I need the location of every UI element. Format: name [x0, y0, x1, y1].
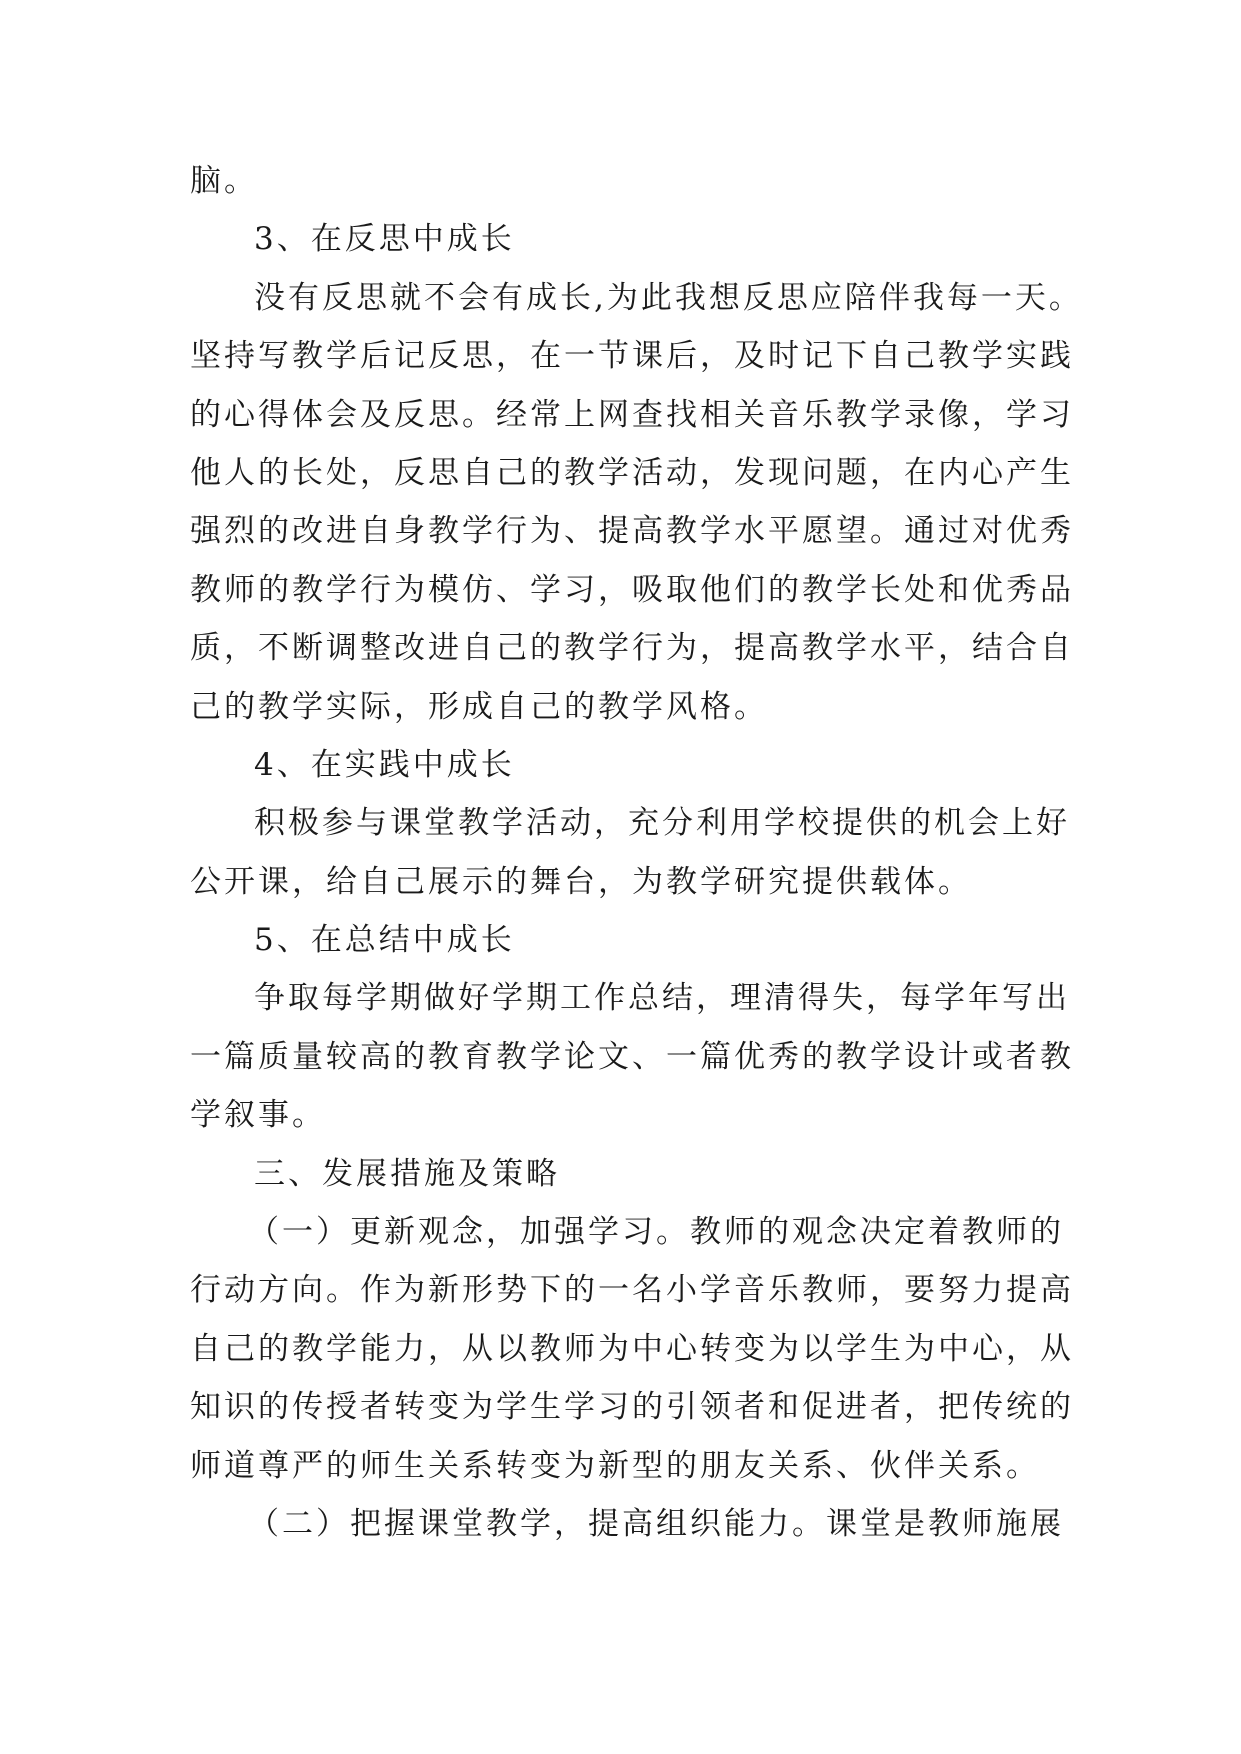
text-line: 公开课，给自己展示的舞台，为教学研究提供载体。: [190, 863, 972, 900]
section-heading: 三、发展措施及策略: [254, 1155, 560, 1192]
text-line: 争取每学期做好学期工作总结，理清得失，每学年写出: [254, 980, 1070, 1017]
text-line: 教师的教学行为模仿、学习，吸取他们的教学长处和优秀品: [190, 571, 1074, 608]
section-heading: 4、在实践中成长: [254, 746, 515, 783]
section-heading: 5、在总结中成长: [254, 922, 515, 959]
body-text: [190, 152, 1083, 1553]
section-heading: 3、在反思中成长: [254, 221, 515, 258]
text-line: （一）更新观念，加强学习。教师的观念决定着教师的: [248, 1214, 1064, 1251]
text-line: 质，不断调整改进自己的教学行为，提高教学水平，结合自: [190, 630, 1074, 667]
text-line: 自己的教学能力，从以教师为中心转变为以学生为中心，从: [190, 1330, 1074, 1367]
text-line: （二）把握课堂教学，提高组织能力。课堂是教师施展: [248, 1505, 1064, 1542]
text-line: 的心得体会及反思。经常上网查找相关音乐教学录像，学习: [190, 396, 1074, 433]
text-line: 脑。: [190, 163, 258, 199]
text-line: 一篇质量较高的教育教学论文、一篇优秀的教学设计或者教: [190, 1038, 1074, 1075]
text-line: 没有反思就不会有成长,为此我想反思应陪伴我每一天。: [254, 279, 1083, 316]
text-line: 坚持写教学后记反思，在一节课后，及时记下自己教学实践: [190, 338, 1074, 375]
text-line: 强烈的改进自身教学行为、提高教学水平愿望。通过对优秀: [190, 513, 1074, 550]
text-line: 他人的长处，反思自己的教学活动，发现问题，在内心产生: [190, 454, 1074, 491]
text-line: 学叙事。: [190, 1097, 326, 1134]
text-line: 师道尊严的师生关系转变为新型的朋友关系、伙伴关系。: [190, 1447, 1040, 1484]
text-line: 积极参与课堂教学活动，充分利用学校提供的机会上好: [254, 805, 1070, 842]
text-line: 己的教学实际，形成自己的教学风格。: [190, 688, 768, 725]
text-line: 知识的传授者转变为学生学习的引领者和促进者，把传统的: [190, 1389, 1074, 1426]
text-line: 行动方向。作为新形势下的一名小学音乐教师，要努力提高: [190, 1272, 1074, 1309]
